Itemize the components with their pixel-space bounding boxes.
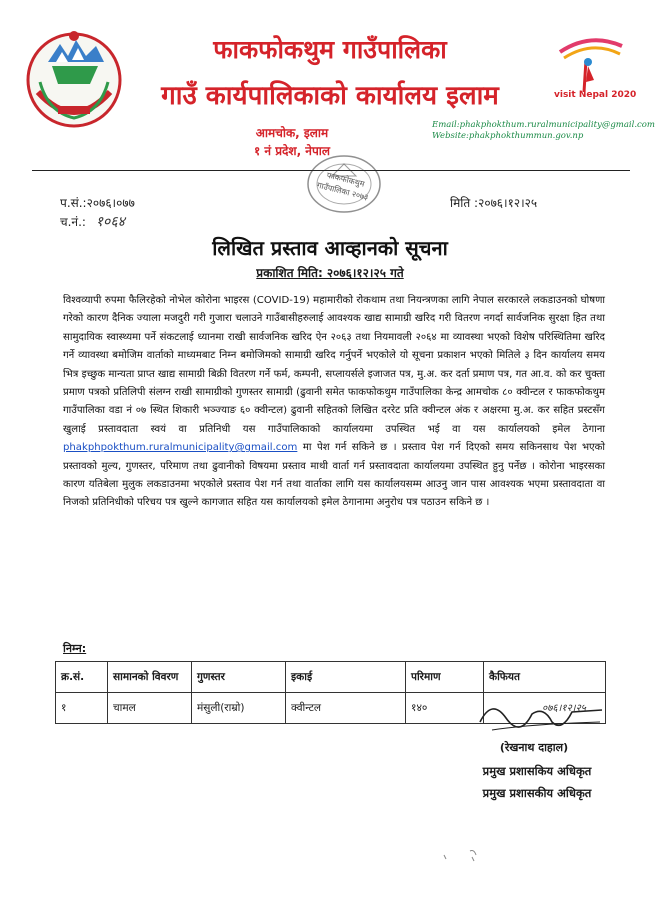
dispatch-number-handwritten: १०६४ [95, 214, 125, 230]
col-unit: इकाई [286, 662, 406, 693]
col-description: सामानको विवरण [108, 662, 192, 693]
municipality-name: फाकफोकथुम गाउँपालिका [213, 35, 447, 64]
handwritten-signature [472, 692, 612, 744]
signatory-title-stamp: प्रमुख प्रशासकीय अधिकृत [482, 786, 592, 800]
nepal-emblem-logo [18, 22, 130, 134]
notice-email-link[interactable]: phakphpokthum.ruralmunicipality@gmail.com [63, 442, 298, 454]
col-quality: गुणस्तर [192, 662, 286, 693]
dispatch-number [60, 212, 125, 231]
notice-body-part2: मा पेश गर्न सकिने छ । प्रस्ताव पेश गर्न दिएको समय सकिनसाथ पेश भएको प्रस्तावको मुल्य, गुणस्तर, परिमाण तथा ढुवानीको विषयमा प्रस्ताव माथी वार्ता गर्न प्रस्तावदाता कार्यालयमा उपस्थित हुनु पर्नेछ । कोरोना भाइरसका कारण यतिबेला मुलुक लकडाउनमा भएकोले प्रस्ताव पेश गर्न तथा वार्ताका लागि यस कार्यालयसम्म आउनु जान पास आवश्यक भएमा प्रस्तावदाता वा निजको प्रतिनिधीको परिचय पत्र खुल्ने कागजात सहित यस कार्यालयको इमेल ठेगानामा अनुरोध पत्र पठाउन सकिने छ । [63, 442, 605, 509]
cell-serial: १ [56, 693, 108, 724]
letter-date: मिति :२०७६।१२।२५ [450, 196, 538, 210]
published-date [120, 264, 540, 281]
notice-body [63, 292, 605, 513]
notice-body-part1: विश्वव्यापी रुपमा फैलिरहेको नोभेल कोरोना भाइरस (COVID-19) महामारीको रोकथाम तथा नियन्त्रणका लागि नेपाल सरकारले लकडाउनको घोषणा गरेको कारण दैनिक ज्याला मजदुरी गरी गुजारा चलाउने गाउँबासीहरुलाई आवश्यक खाद्य सामाग्री खरिद गरी वितरण नगर्दा सार्वजनिक सुरक्षा हित तथा सामुदायिक स्वास्थ्यमा पर्ने संकटलाई ध्यानमा राखी सार्वजनिक खरिद ऐन २०६३ तथा नियमावली २०६४ मा व्यावस्था भएको विशेष परिस्थितिमा खरिद गर्ने व्यावस्था बमोजिम वार्ताको माध्यमबाट निम्न बमोजिमको सामाग्री खरिद गर्नुपर्ने भएकोले यो सूचना प्रकाशन भएको मितिले ३ दिन कार्यालय समय भित्र इच्छुक मान्यता प्राप्त खाद्य सामाग्री बिक्री वितरण गर्ने फर्म, कम्पनी, सप्लायर्सले इजाजत पत्र, मु.अ. कर दर्ता प्रमाण पत्र, गत आ.व. को कर चुक्ता प्रमाण पत्रको प्रतिलिपी संलग्न राखी सामाग्रीको गुणस्तर सामाग्री (ढुवानी समेत फाकफोकथुम गाउँपालिका केन्द्र आमचोक ८० क्वीन्टल र फाकफोकथुम गाउँपालिका वडा नं ०७ स्थित शिकारी भञ्ज्याङ ६० क्वीन्टल) ढुवानी सहितको लिखित दररेट प्रति क्वीन्टल अंक र अक्षरमा मु.अ. कर सहित प्रस्टसँग खुलाई प्रस्तावदाता स्वयं वा प्रतिनिधी यस गाउँपालिकाको कार्यालयमा उपस्थित भई वा यस कार्यालयको इमेल ठेगाना [63, 295, 605, 435]
address-line-2: १ नं प्रदेश, नेपाल [253, 144, 331, 158]
cell-description: चामल [108, 693, 192, 724]
items-label: निम्न: [63, 642, 87, 655]
notice-heading: लिखित प्रस्ताव आव्हानको सूचना [212, 236, 448, 260]
signatory-name: (रेखनाथ दाहाल) [499, 741, 569, 754]
scan-mark [440, 845, 510, 865]
cell-quantity: १४० [406, 693, 484, 724]
address-line-1: आमचोक, इलाम [255, 126, 329, 140]
header-divider [32, 170, 630, 171]
office-stamp [296, 144, 392, 218]
reference-number: प.सं.:२०७६।०७७ [60, 196, 135, 210]
cell-quality: मंसुली(राम्रो) [192, 693, 286, 724]
published-date-text: प्रकाशित मिति: २०७६।१२।२५ गते [256, 266, 404, 280]
signatory-title: प्रमुख प्रशासकिय अधिकृत [482, 764, 592, 778]
cell-unit: क्वीन्टल [286, 693, 406, 724]
table-header-row [56, 662, 606, 693]
signature-date: ०७६।१२।२५ [542, 703, 586, 714]
dispatch-label: च.नं.: [60, 215, 86, 229]
visit-nepal-logo [550, 32, 637, 114]
visit-nepal-text: visit Nepal 2020 [554, 90, 637, 100]
office-name: गाउँ कार्यपालिकाको कार्यालय इलाम [161, 81, 499, 111]
header-website[interactable]: Website:phakphokthummun.gov.np [432, 131, 584, 141]
col-serial: क्र.सं. [56, 662, 108, 693]
col-remarks: कैफियत [484, 662, 606, 693]
col-quantity: परिमाण [406, 662, 484, 693]
stamp-text: फाकफोकथुम गाउँपालिका २०७३ [316, 170, 370, 203]
header-email[interactable]: Email:phakphokthum.ruralmunicipality@gmail.com [432, 120, 655, 130]
